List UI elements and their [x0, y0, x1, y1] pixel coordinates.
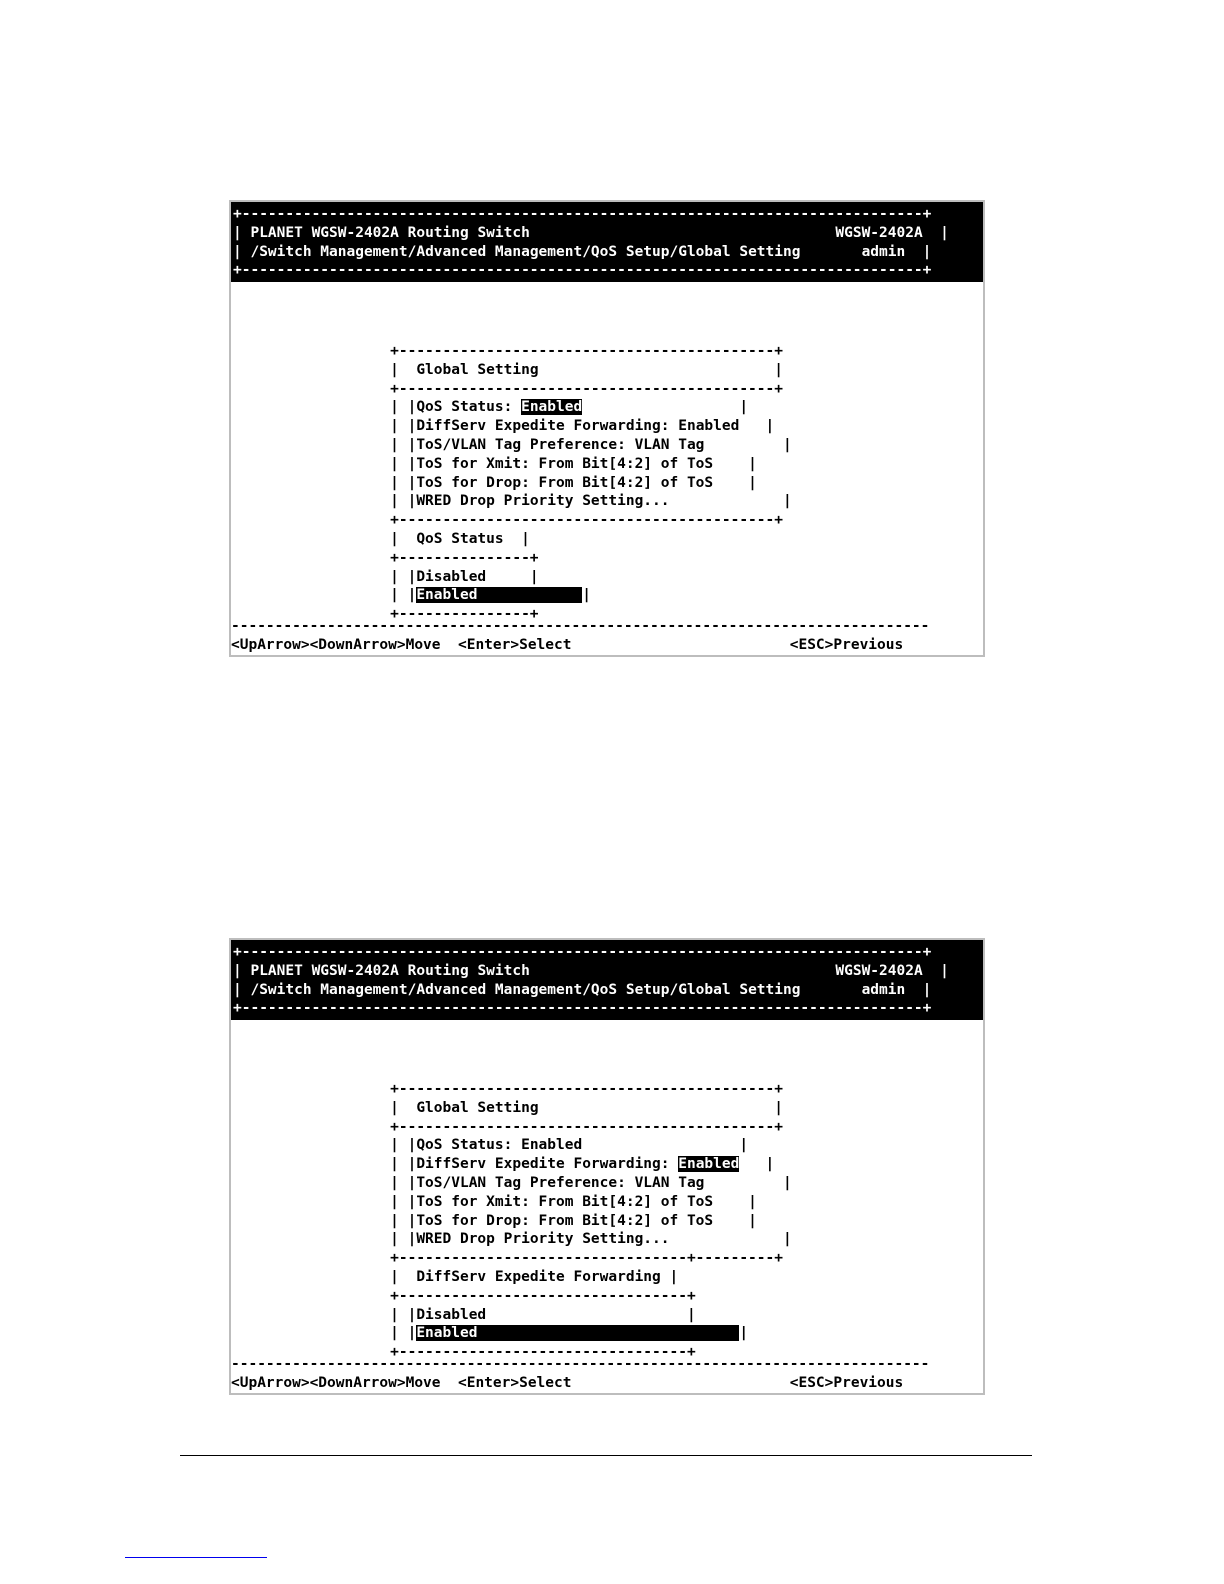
menu-item-qos-status[interactable]: QoS Status: Enabled	[416, 1137, 583, 1154]
popup-option-disabled[interactable]: Disabled	[416, 1306, 487, 1323]
breadcrumb-path: /Switch Management/Advanced Management/QoS Setup/Global Setting	[250, 243, 801, 260]
menu-item-tos-xmit[interactable]: ToS for Xmit: From Bit[4:2] of ToS	[416, 455, 714, 472]
menu-item-diffserv[interactable]: DiffServ Expedite Forwarding: Enabled	[416, 1156, 740, 1173]
terminal-body: +-------------------------------------------+ | Global Setting | +-------------------------------------------+ | |QoS Status: Enabled | | |DiffServ Expedite Forwarding: Enabled | | |ToS/VLAN Tag Preference: VLAN Tag | | |ToS for Xmit: From Bit[4:2] of ToS | | |ToS for Drop: From Bit[4:2] of ToS | | |WRED Drop Priority Setting... | +---------------------------------+---------+ | DiffServ Expedite Forwarding | +---------------------------------+ | |Disabled | | |Enabled | +---------------------------------+	[390, 1081, 792, 1361]
terminal-footer: -------------------------------------------------------------------------------- <UpArrow><DownArrow>Move <Enter>Select <ESC>Previous	[231, 1356, 930, 1392]
breadcrumb-path: /Switch Management/Advanced Management/QoS Setup/Global Setting	[250, 981, 801, 998]
page-divider	[180, 1455, 1032, 1456]
terminal-footer: -------------------------------------------------------------------------------- <UpArrow><DownArrow>Move <Enter>Select <ESC>Previous	[231, 618, 930, 654]
nav-hint: <UpArrow><DownArrow>Move	[231, 1375, 441, 1392]
terminal-body: +-------------------------------------------+ | Global Setting | +-------------------------------------------+ | |QoS Status: Enabled | | |DiffServ Expedite Forwarding: Enabled | | |ToS/VLAN Tag Preference: VLAN Tag | | |ToS for Xmit: From Bit[4:2] of ToS | | |ToS for Drop: From Bit[4:2] of ToS | | |WRED Drop Priority Setting... | +-------------------------------------------+ | QoS Status | +---------------+ | |Disabled | | |Enabled | +---------------+	[390, 343, 792, 623]
menu-item-tos-vlan-preference[interactable]: ToS/VLAN Tag Preference: VLAN Tag	[416, 1174, 705, 1191]
menu-item-tos-drop[interactable]: ToS for Drop: From Bit[4:2] of ToS	[416, 1212, 714, 1229]
terminal-screen-1	[229, 200, 985, 657]
menu-title: Global Setting	[416, 361, 539, 378]
nav-hint: <UpArrow><DownArrow>Move	[231, 637, 441, 654]
menu-item-qos-status[interactable]: QoS Status: Enabled	[416, 399, 583, 416]
user-label: admin	[861, 243, 906, 260]
terminal-screen-2	[229, 938, 985, 1395]
menu-item-wred[interactable]: WRED Drop Priority Setting...	[416, 1231, 670, 1248]
menu-item-value: Enabled	[678, 1156, 740, 1173]
esc-hint: <ESC>Previous	[789, 637, 904, 654]
menu-title: Global Setting	[416, 1099, 539, 1116]
menu-item-diffserv[interactable]: DiffServ Expedite Forwarding: Enabled	[416, 418, 740, 435]
enter-hint: <Enter>Select	[457, 1375, 572, 1392]
terminal-header: +------------------------------------------------------------------------------+ | PLANET WGSW-2402A Routing Switch WGSW-2402A | | /Switch Management/Advanced Management/QoS Setup/Global Setting admin | +------------------------------------------------------------------------------+	[231, 202, 983, 282]
terminal-header: +------------------------------------------------------------------------------+ | PLANET WGSW-2402A Routing Switch WGSW-2402A | | /Switch Management/Advanced Management/QoS Setup/Global Setting admin | +------------------------------------------------------------------------------+	[231, 940, 983, 1020]
menu-item-wred[interactable]: WRED Drop Priority Setting...	[416, 493, 670, 510]
popup-option-disabled[interactable]: Disabled	[416, 568, 487, 585]
model-label: WGSW-2402A	[835, 962, 923, 979]
footer-link-underline	[125, 1557, 267, 1558]
enter-hint: <Enter>Select	[457, 637, 572, 654]
esc-hint: <ESC>Previous	[789, 1375, 904, 1392]
popup-option-enabled[interactable]: Enabled	[416, 587, 582, 603]
popup-option-enabled[interactable]: Enabled	[416, 1325, 739, 1341]
menu-item-tos-vlan-preference[interactable]: ToS/VLAN Tag Preference: VLAN Tag	[416, 436, 705, 453]
menu-item-value: Enabled	[521, 399, 583, 416]
menu-item-tos-drop[interactable]: ToS for Drop: From Bit[4:2] of ToS	[416, 474, 714, 491]
user-label: admin	[861, 981, 906, 998]
model-label: WGSW-2402A	[835, 224, 923, 241]
menu-item-tos-xmit[interactable]: ToS for Xmit: From Bit[4:2] of ToS	[416, 1193, 714, 1210]
popup-title: QoS Status	[416, 530, 504, 547]
popup-title: DiffServ Expedite Forwarding	[416, 1268, 661, 1285]
app-title: PLANET WGSW-2402A Routing Switch	[250, 224, 530, 241]
app-title: PLANET WGSW-2402A Routing Switch	[250, 962, 530, 979]
